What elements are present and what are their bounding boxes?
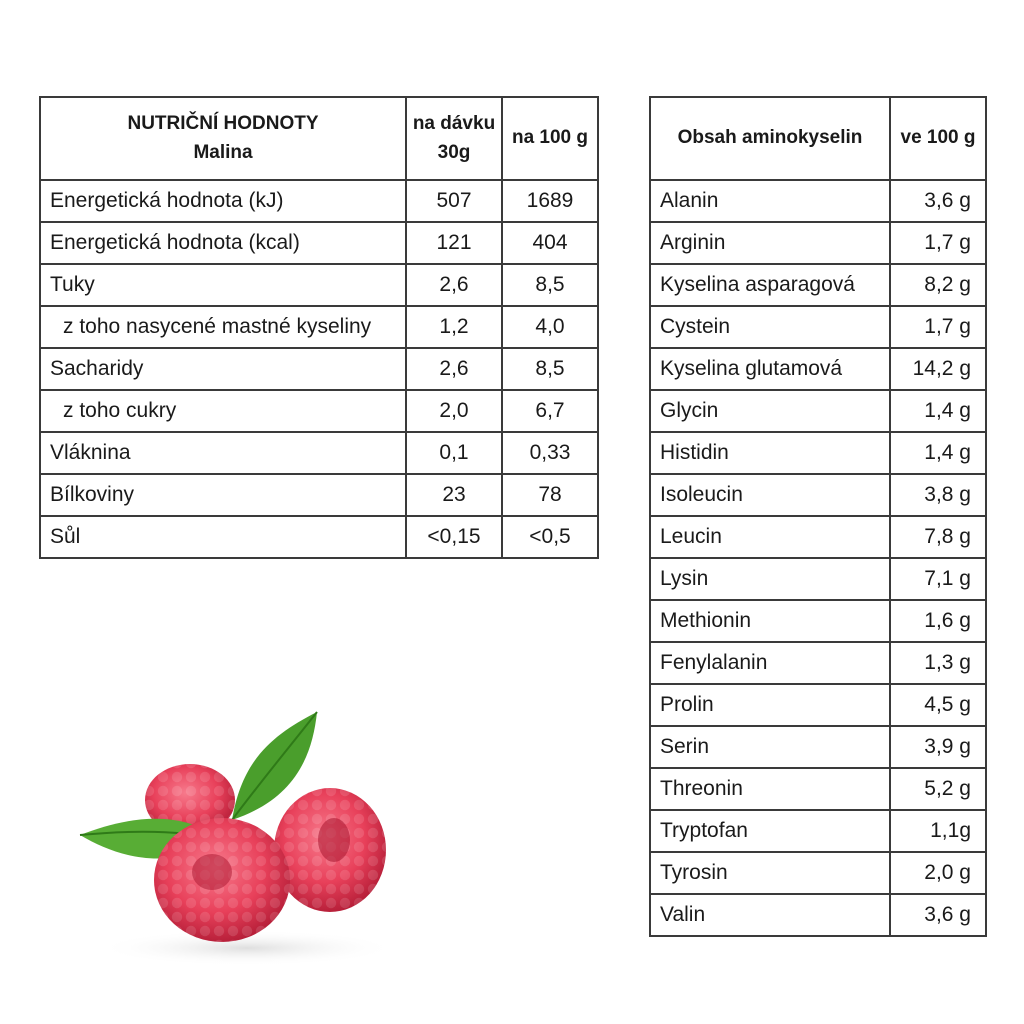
amino-value: 1,4 g [890, 390, 986, 432]
amino-label: Prolin [650, 684, 890, 726]
nutrition-row [40, 348, 598, 390]
amino-label: Valin [650, 894, 890, 936]
amino-value: 8,2 g [890, 264, 986, 306]
raspberry-front [154, 818, 290, 942]
serving-value: 2,6 [406, 348, 502, 390]
amino-row [650, 390, 986, 432]
serving-value: 507 [406, 180, 502, 222]
amino-value: 3,6 g [890, 894, 986, 936]
per100-value: 6,7 [502, 390, 598, 432]
amino-value: 2,0 g [890, 852, 986, 894]
amino-value: 7,8 g [890, 516, 986, 558]
amino-value: 14,2 g [890, 348, 986, 390]
serving-header-line1: na dávku [412, 113, 496, 134]
amino-row [650, 222, 986, 264]
amino-title-header: Obsah aminokyselin [650, 97, 890, 180]
serving-value: 23 [406, 474, 502, 516]
amino-label: Glycin [650, 390, 890, 432]
per100-value: 8,5 [502, 264, 598, 306]
amino-label: Leucin [650, 516, 890, 558]
nutrition-row [40, 390, 598, 432]
nutrition-subtitle: Malina [193, 141, 253, 163]
amino-label: Tryptofan [650, 810, 890, 852]
amino-row [650, 264, 986, 306]
amino-value: 3,6 g [890, 180, 986, 222]
amino-value: 4,5 g [890, 684, 986, 726]
amino-row [650, 642, 986, 684]
amino-label: Alanin [650, 180, 890, 222]
amino-label: Histidin [650, 432, 890, 474]
per100-value: 4,0 [502, 306, 598, 348]
nutrition-table [39, 96, 599, 559]
amino-label: Arginin [650, 222, 890, 264]
amino-row [650, 348, 986, 390]
per100-value: 0,33 [502, 432, 598, 474]
amino-label: Methionin [650, 600, 890, 642]
amino-label: Kyselina glutamová [650, 348, 890, 390]
nutrient-label: Bílkoviny [40, 474, 406, 516]
amino-row [650, 894, 986, 936]
amino-header-row [650, 97, 986, 180]
amino-row [650, 516, 986, 558]
per100-value: 78 [502, 474, 598, 516]
amino-value: 1,1g [890, 810, 986, 852]
nutrient-label: Energetická hodnota (kJ) [40, 180, 406, 222]
amino-value: 3,8 g [890, 474, 986, 516]
nutrition-row [40, 306, 598, 348]
amino-value: 7,1 g [890, 558, 986, 600]
nutrient-label: z toho cukry [40, 390, 406, 432]
serving-value: 121 [406, 222, 502, 264]
amino-value: 1,7 g [890, 306, 986, 348]
amino-label: Lysin [650, 558, 890, 600]
nutrient-label: Tuky [40, 264, 406, 306]
amino-row [650, 432, 986, 474]
serving-value: 0,1 [406, 432, 502, 474]
amino-label: Threonin [650, 768, 890, 810]
serving-column-header [406, 97, 502, 180]
nutrition-title: NUTRIČNÍ HODNOTY [127, 113, 319, 134]
amino-value: 1,3 g [890, 642, 986, 684]
amino-label: Cystein [650, 306, 890, 348]
raspberry-right [274, 788, 386, 912]
nutrient-label: Vláknina [40, 432, 406, 474]
nutrient-label: Sůl [40, 516, 406, 558]
nutrient-label: z toho nasycené mastné kyseliny [40, 306, 406, 348]
raspberry-illustration [72, 700, 402, 970]
nutrition-row [40, 516, 598, 558]
per100-value: 404 [502, 222, 598, 264]
amino-label: Serin [650, 726, 890, 768]
amino-row [650, 474, 986, 516]
amino-row [650, 180, 986, 222]
nutrient-label: Energetická hodnota (kcal) [40, 222, 406, 264]
nutrition-row [40, 180, 598, 222]
nutrient-label: Sacharidy [40, 348, 406, 390]
amino-label: Kyselina asparagová [650, 264, 890, 306]
amino-value: 3,9 g [890, 726, 986, 768]
amino-row [650, 684, 986, 726]
amino-value: 1,6 g [890, 600, 986, 642]
amino-value-column-header: ve 100 g [890, 97, 986, 180]
nutrition-row [40, 474, 598, 516]
amino-row [650, 558, 986, 600]
amino-label: Fenylalanin [650, 642, 890, 684]
amino-label: Tyrosin [650, 852, 890, 894]
amino-row [650, 852, 986, 894]
amino-value: 5,2 g [890, 768, 986, 810]
amino-row [650, 810, 986, 852]
nutrition-row [40, 222, 598, 264]
serving-header-line2: 30g [437, 141, 471, 163]
amino-acid-table [649, 96, 987, 937]
serving-value: <0,15 [406, 516, 502, 558]
per100-value: 1689 [502, 180, 598, 222]
per100-value: <0,5 [502, 516, 598, 558]
amino-value: 1,7 g [890, 222, 986, 264]
amino-label: Isoleucin [650, 474, 890, 516]
amino-row [650, 768, 986, 810]
amino-row [650, 600, 986, 642]
amino-row [650, 306, 986, 348]
nutrition-row [40, 264, 598, 306]
serving-value: 1,2 [406, 306, 502, 348]
nutrition-title-cell [40, 97, 406, 180]
amino-value: 1,4 g [890, 432, 986, 474]
amino-row [650, 726, 986, 768]
serving-value: 2,6 [406, 264, 502, 306]
serving-value: 2,0 [406, 390, 502, 432]
nutrition-row [40, 432, 598, 474]
per100-value: 8,5 [502, 348, 598, 390]
nutrition-header-row [40, 97, 598, 180]
per100-column-header: na 100 g [502, 97, 598, 180]
